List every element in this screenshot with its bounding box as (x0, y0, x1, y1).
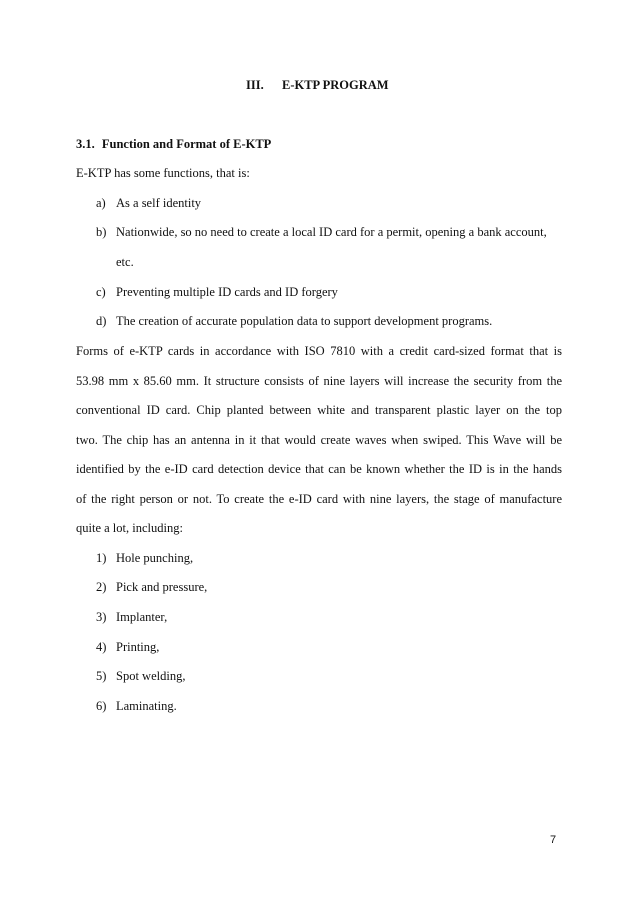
list-marker: 6) (96, 699, 107, 713)
list-marker: a) (96, 196, 106, 210)
section-heading (76, 137, 271, 152)
function-item (96, 285, 338, 300)
paragraph-line: identified by the e-ID card detection device that can be known whether the ID is in the hands (76, 462, 562, 476)
chapter-heading (246, 78, 389, 93)
list-item-text: As a self identity (116, 196, 202, 210)
list-item-text: The creation of accurate population data to support development programs. (116, 314, 493, 328)
list-item-text: Pick and pressure, (116, 580, 208, 594)
list-marker: 4) (96, 640, 107, 654)
stage-item (96, 580, 207, 595)
list-item-text: Implanter, (116, 610, 168, 624)
function-item (96, 314, 492, 329)
function-item (96, 225, 547, 240)
function-item (96, 196, 201, 211)
list-item-text: Nationwide, so no need to create a local ID card for a permit, opening a bank account, (116, 225, 547, 239)
chapter-number: III. (246, 78, 264, 92)
paragraph-line: Forms of e-KTP cards in accordance with ISO 7810 with a credit card-sized format that is (76, 344, 562, 358)
list-item-text: Laminating. (116, 699, 177, 713)
list-item-text: Preventing multiple ID cards and ID forgery (116, 285, 338, 299)
list-item-text: Hole punching, (116, 551, 194, 565)
paragraph-line: of the right person or not. To create the e-ID card with nine layers, the stage of manufacture (76, 492, 562, 506)
stage-item (96, 669, 185, 684)
list-marker: d) (96, 314, 107, 328)
list-item-text: Printing, (116, 640, 160, 654)
section-title: Function and Format of E-KTP (101, 137, 272, 151)
stage-item (96, 699, 177, 714)
stage-item (96, 551, 193, 566)
list-marker: b) (96, 225, 107, 239)
list-marker: 2) (96, 580, 107, 594)
list-marker: 3) (96, 610, 107, 624)
list-marker: c) (96, 285, 106, 299)
section-number: 3.1. (76, 137, 95, 151)
paragraph-line: two. The chip has an antenna in it that would create waves when swiped. This Wave will be (76, 433, 562, 447)
list-item-text: Spot welding, (116, 669, 186, 683)
list-item-continuation: etc. (116, 255, 134, 269)
paragraph-line: 53.98 mm x 85.60 mm. It structure consists of nine layers will increase the security from the (76, 374, 562, 388)
stage-item (96, 640, 159, 655)
list-marker: 1) (96, 551, 107, 565)
paragraph-line: quite a lot, including: (76, 521, 183, 535)
list-marker: 5) (96, 669, 107, 683)
intro-text: E-KTP has some functions, that is: (76, 166, 250, 180)
stage-item (96, 610, 167, 625)
page-number: 7 (550, 834, 557, 846)
chapter-title: E-KTP PROGRAM (282, 78, 389, 92)
paragraph-line: conventional ID card. Chip planted between white and transparent plastic layer on the top (76, 403, 562, 417)
